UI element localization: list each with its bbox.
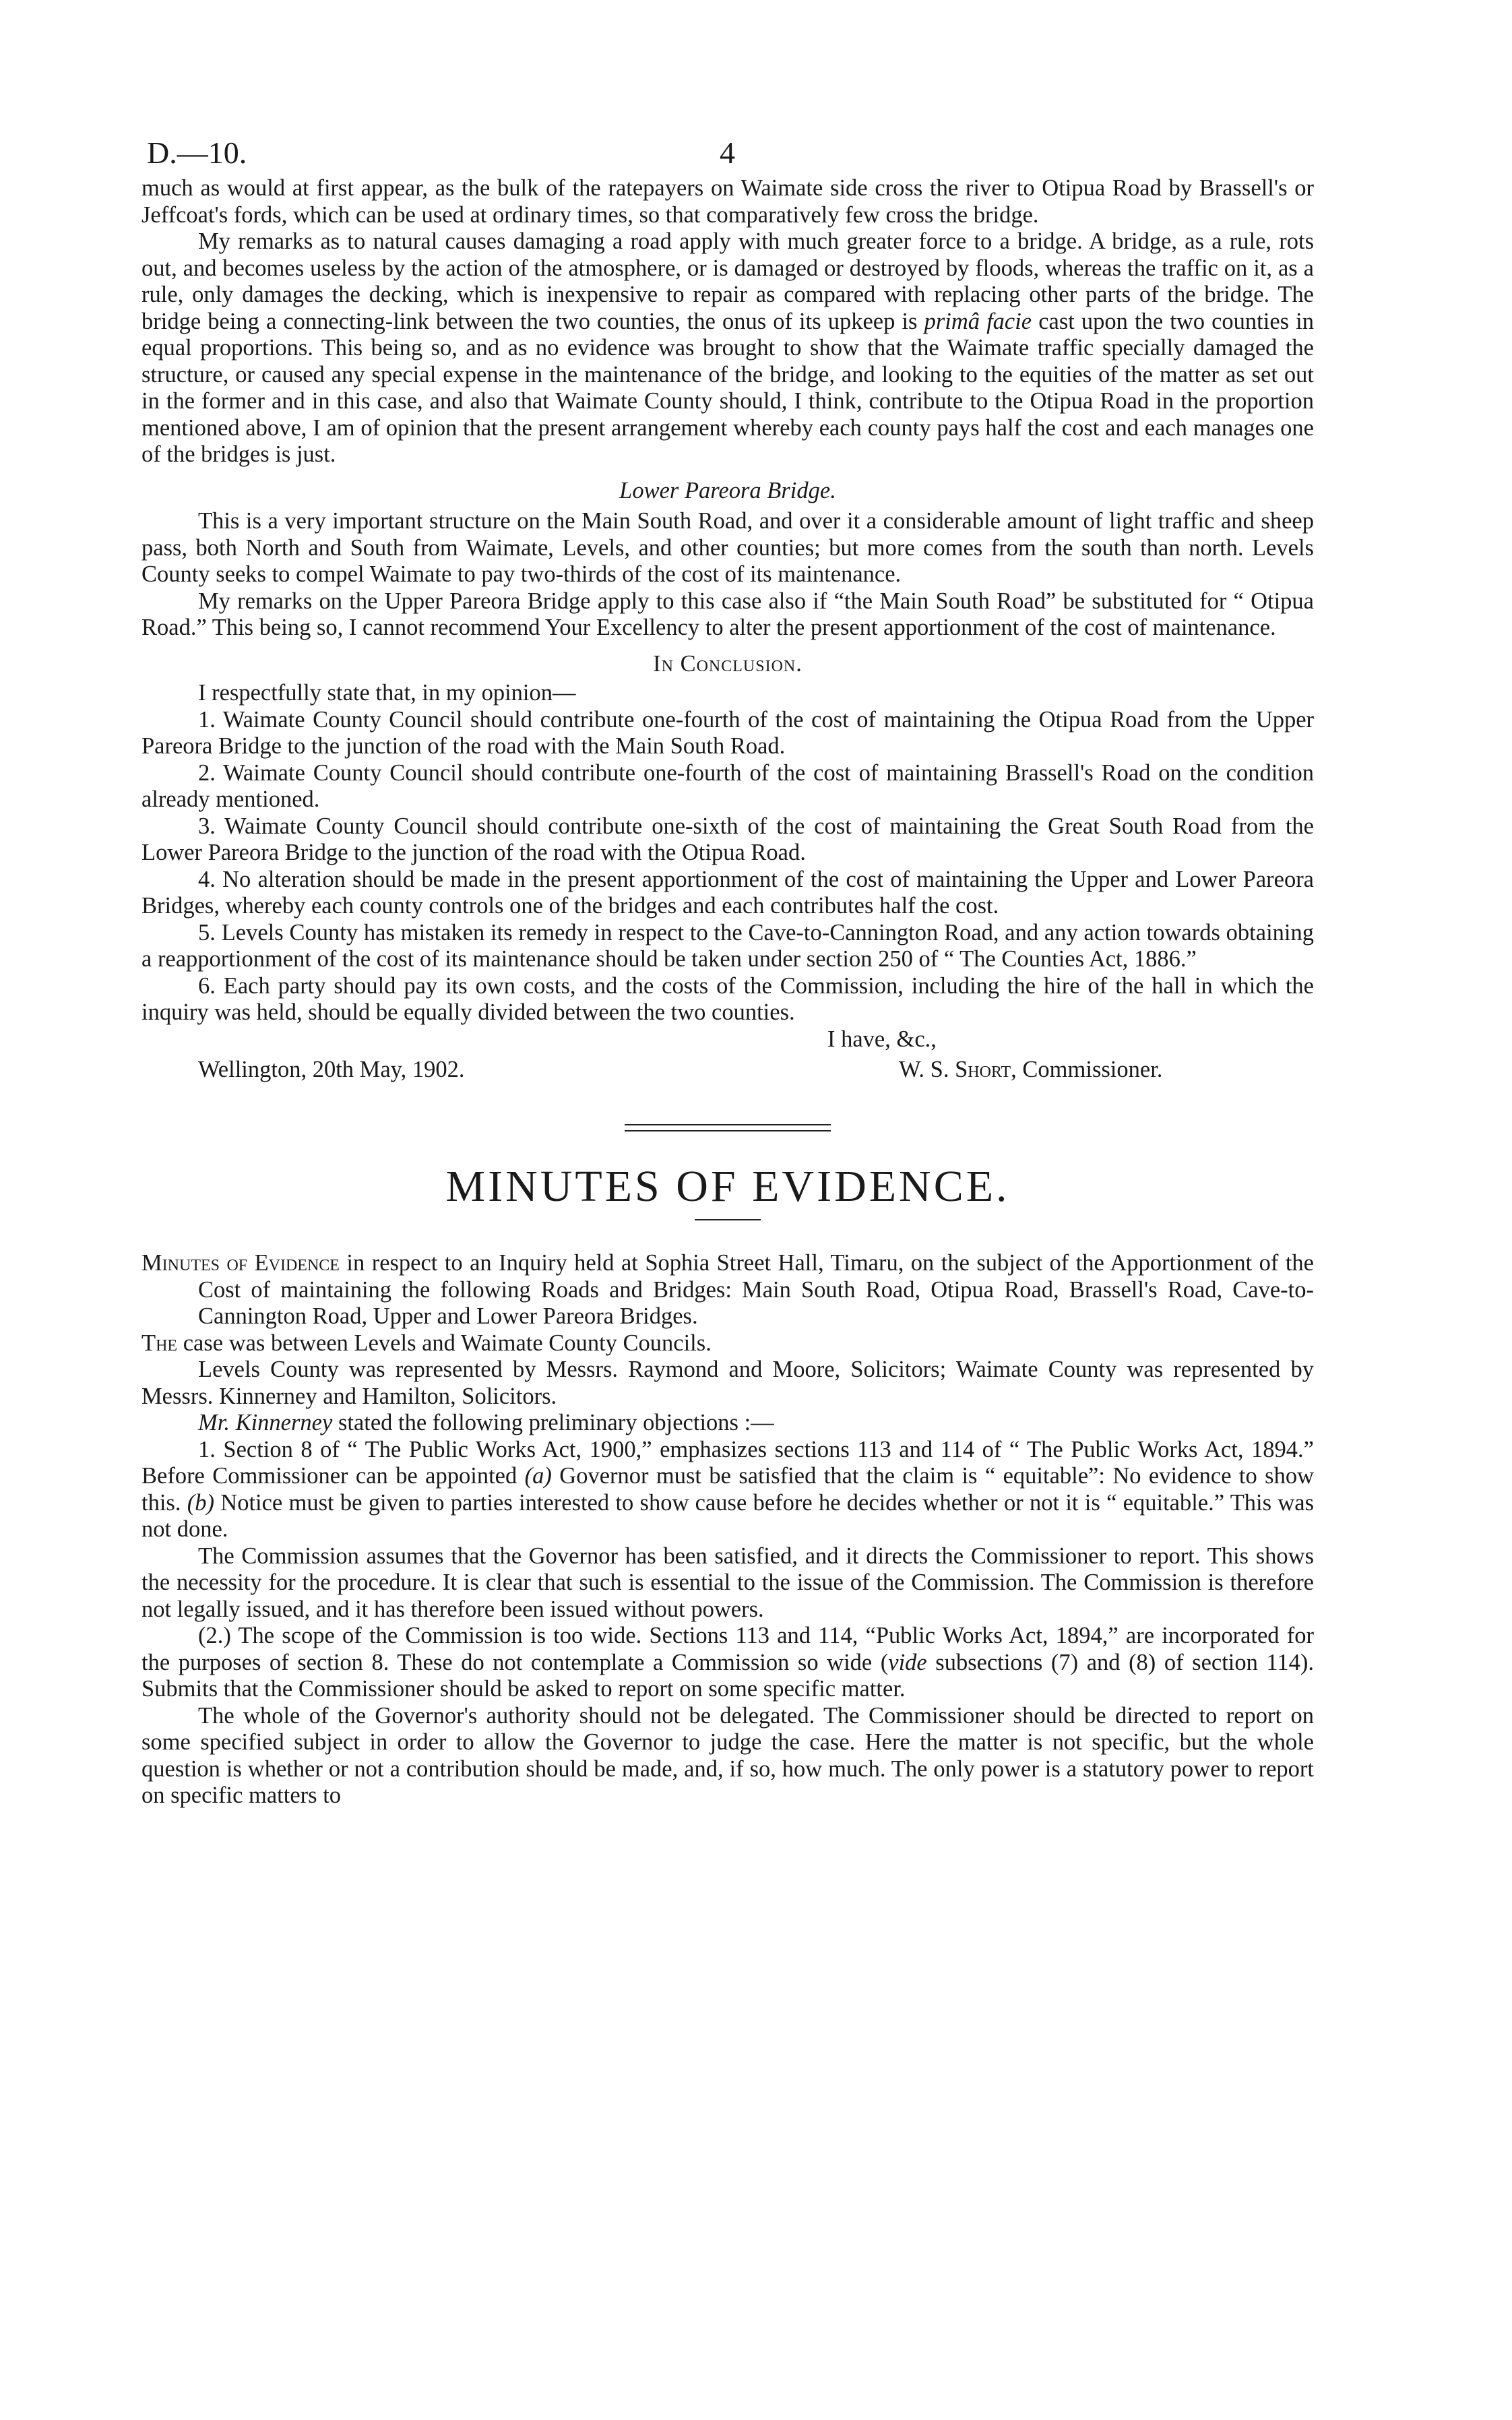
conclusion-item-1: 1. Waimate County Council should contribute one-fourth of the cost of maintaining the Otipua Road from the Upper Pareora Bridge to the junction of the road with the Main South Road. xyxy=(141,706,1314,759)
objection-1: 1. Section 8 of “ The Public Works Act, 1900,” emphasizes sections 113 and 114 of “ The Public Works Act, 1894.” Before Commissioner can be appointed (a) Governor must be satisfied that the claim is “ equitable”: No evidence to show this. (b) Notice must be given to parties interested to show cause before he decides whether or not it is “ equitable.” This was not done. xyxy=(141,1436,1314,1542)
opinion-intro: I respectfully state that, in my opinion— xyxy=(198,680,576,706)
minutes-intro: Minutes of Evidence in respect to an Inquiry held at Sophia Street Hall, Timaru, on the subject of the Apportionment of the Cost of maintaining the following Roads and Bridges: Main South Road, Otipua Road, Brassell's Road, Cave-to-Cannington Road, Upper and Lower Pareora Bridges. xyxy=(141,1250,1314,1329)
signature-line xyxy=(141,1057,1314,1085)
case-statement: The case was between Levels and Waimate County Councils. xyxy=(141,1330,712,1356)
paragraph-upper-pareora-remarks: My remarks on the Upper Pareora Bridge apply to this case also if “the Main South Road” be substituted for “ Otipua Road.” This being so, I cannot recommend Your Excellency to alter the present apportionment of the cost of maintenance. xyxy=(141,588,1314,640)
section-title-lower-pareora: Lower Pareora Bridge. xyxy=(619,477,836,503)
section-title-conclusion: In Conclusion. xyxy=(653,650,802,677)
closing-salutation: I have, &c., xyxy=(827,1026,937,1052)
conclusion-item-6: 6. Each party should pay its own costs, and the costs of the Commission, including the hire of the hall in which the inquiry was held, should be equally divided between the two counties. xyxy=(141,972,1314,1025)
objection-2: (2.) The scope of the Commission is too wide. Sections 113 and 114, “Public Works Act, 1894,” are incorporated for the purposes of section 8. These do not contemplate a Commission so wide (vide subsections (7) and (8) of section 114). Submits that the Commissioner should be asked to report on some specific matter. xyxy=(141,1623,1314,1702)
document-reference: D.—10. xyxy=(147,135,247,170)
objection-1-continued: The Commission assumes that the Governor has been satisfied, and it directs the Commissioner to report. This shows the necessity for the procedure. It is clear that such is essential to the issue of the Commission. The Commission is therefore not legally issued, and it has therefore been issued without powers. xyxy=(141,1543,1314,1622)
objections-intro: Mr. Kinnerney stated the following preliminary objections :— xyxy=(198,1410,774,1435)
signature-date: Wellington, 20th May, 1902. xyxy=(198,1057,465,1082)
latin-term: primâ facie xyxy=(924,308,1032,334)
page-number: 4 xyxy=(720,135,735,170)
double-rule-divider xyxy=(625,1124,831,1131)
conclusion-item-2: 2. Waimate County Council should contribute one-fourth of the cost of maintaining Brassell's Road on the condition already mentioned. xyxy=(141,759,1314,812)
paragraph-continuation: much as would at first appear, as the bulk of the ratepayers on Waimate side cross the river to Otipua Road by Brassell's or Jeffcoat's fords, which can be used at ordinary times, so that comparatively few cross the bridge. xyxy=(141,175,1314,228)
minutes-title: MINUTES OF EVIDENCE. xyxy=(445,1162,1010,1211)
representation-statement: Levels County was represented by Messrs. Raymond and Moore, Solicitors; Waimate County was represented by Messrs. Kinnerney and Hamilton, Solicitors. xyxy=(141,1357,1314,1409)
page xyxy=(141,135,1314,1809)
paragraph-lower-pareora: This is a very important structure on the Main South Road, and over it a considerable amount of light traffic and sheep pass, both North and South from Waimate, Levels, and other counties; but more comes from the south than north. Levels County seeks to compel Waimate to pay two-thirds of the cost of its maintenance. xyxy=(141,508,1314,587)
short-rule-divider xyxy=(695,1219,761,1220)
conclusion-item-3: 3. Waimate County Council should contribute one-sixth of the cost of maintaining the Great South Road from the Lower Pareora Bridge to the junction of the road with the Otipua Road. xyxy=(141,813,1314,865)
paragraph-bridge-remarks: My remarks as to natural causes damaging a road apply with much greater force to a bridge. A bridge, as a rule, rots out, and becomes useless by the action of the atmosphere, or is damaged or destroyed by floods, whereas the traffic on it, as a rule, only damages the decking, which is inexpensive to repair as compared with replacing other parts of the bridge. The bridge being a connecting-link between the two counties, the onus of its upkeep is primâ facie cast upon the two counties in equal proportions. This being so, and as no evidence was brought to show that the Waimate traffic specially damaged the structure, or caused any special expense in the maintenance of the bridge, and looking to the equities of the matter as set out in the former and in this case, and also that Waimate County should, I think, contribute to the Otipua Road in the proportion mentioned above, I am of opinion that the present arrangement whereby each county pays half the cost and each manages one of the bridges is just. xyxy=(141,228,1314,467)
signature-name: W. S. Short, Commissioner. xyxy=(899,1057,1163,1082)
conclusion-item-4: 4. No alteration should be made in the present apportionment of the cost of maintaining the Upper and Lower Pareora Bridges, whereby each county controls one of the bridges and each contributes half the cost. xyxy=(141,866,1314,919)
objection-2-continued: The whole of the Governor's authority should not be delegated. The Commissioner should be directed to report on some specified subject in order to allow the Governor to judge the case. Here the matter is not specific, but the whole question is whether or not a contribution should be made, and, if so, how much. The only power is a statutory power to report on specific matters to xyxy=(141,1702,1314,1808)
conclusion-item-5: 5. Levels County has mistaken its remedy in respect to the Cave-to-Cannington Road, and any action towards obtaining a reapportionment of the cost of its maintenance should be taken under section 250 of “ The Counties Act, 1886.” xyxy=(141,919,1314,972)
page-header xyxy=(141,135,1314,175)
